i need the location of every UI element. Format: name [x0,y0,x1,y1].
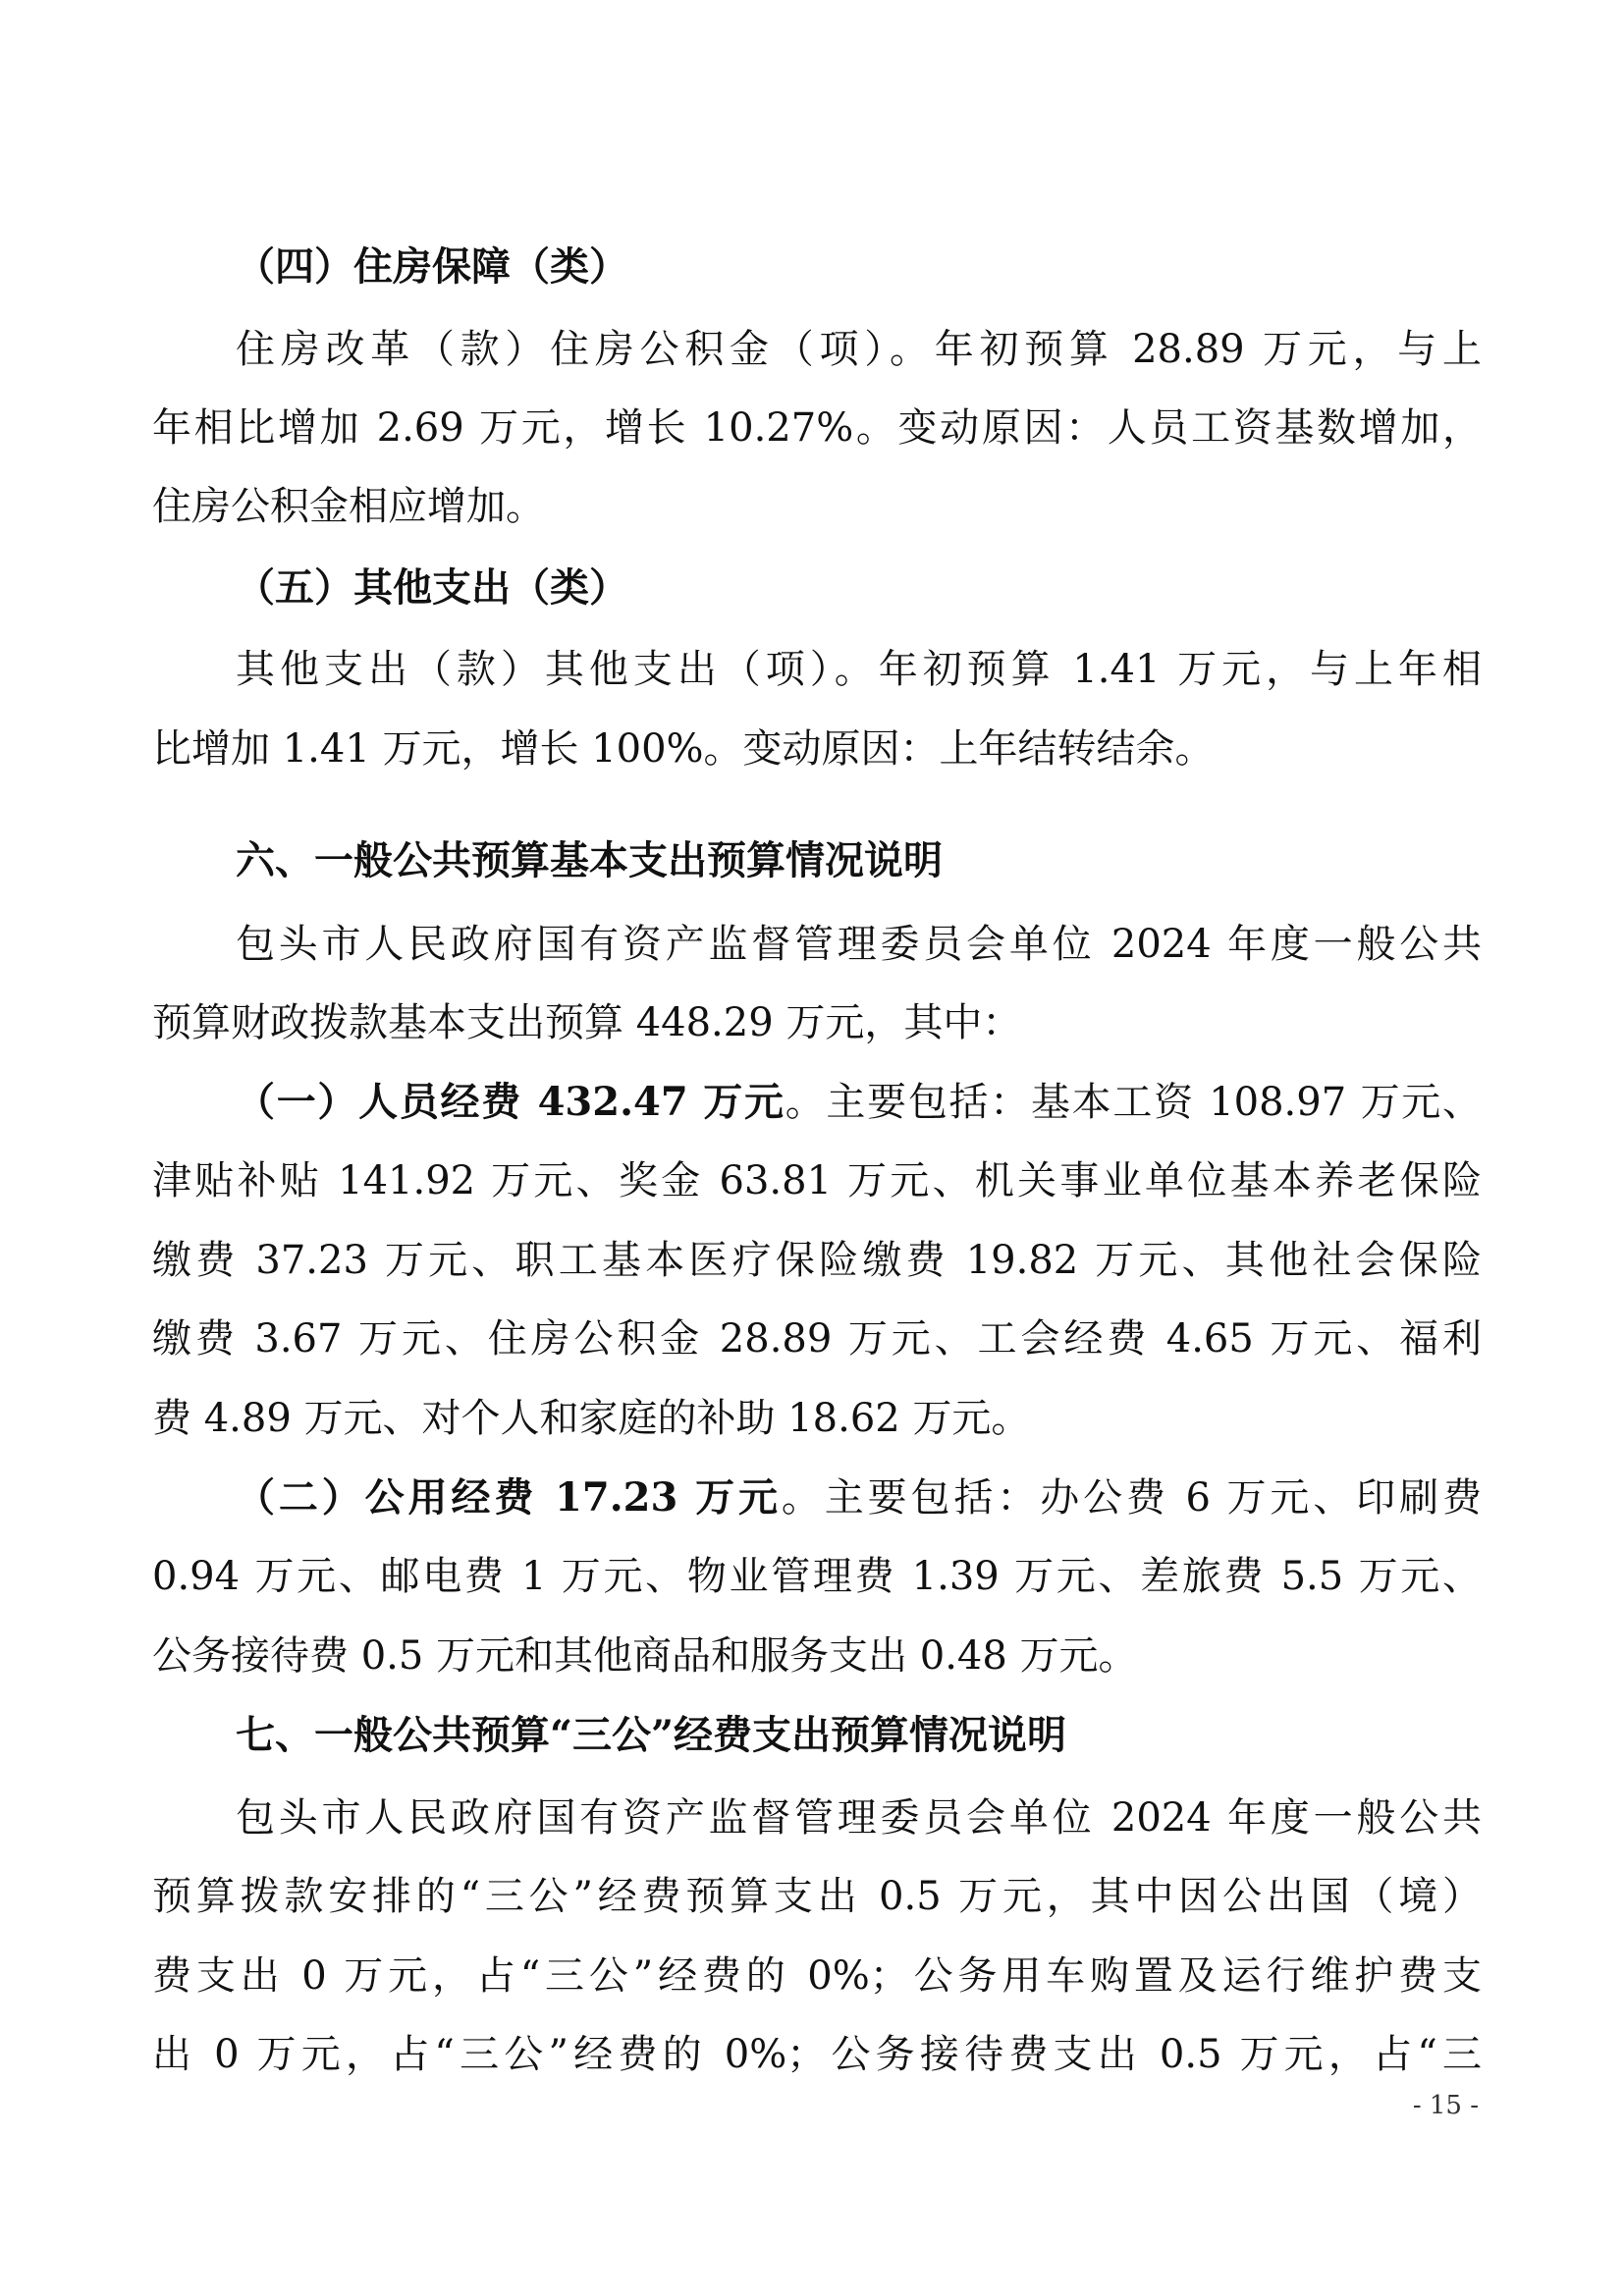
heading-other-expenditure: （五）其他支出（类） [236,564,628,611]
paragraph-public-line-3: 公务接待费 0.5 万元和其他商品和服务支出 0.48 万元。 [152,1633,1138,1679]
public-expense-detail: 。主要包括：办公费 6 万元、印刷费 [781,1475,1482,1521]
paragraph-housing-line-1: 住房改革（款）住房公积金（项）。年初预算 28.89 万元，与上 [236,327,1482,372]
paragraph-three-public-line-2: 预算拨款安排的“三公”经费预算支出 0.5 万元，其中因公出国（境） [152,1874,1482,1919]
paragraph-other-line-2: 比增加 1.41 万元，增长 100%。变动原因：上年结转结余。 [152,726,1215,772]
paragraph-personnel-line-2: 津贴补贴 141.92 万元、奖金 63.81 万元、机关事业单位基本养老保险 [152,1158,1482,1203]
section-heading-basic-expenditure: 六、一般公共预算基本支出预算情况说明 [236,837,943,883]
paragraph-housing-line-2: 年相比增加 2.69 万元，增长 10.27%。变动原因：人员工资基数增加， [152,405,1482,451]
paragraph-personnel-line-3: 缴费 37.23 万元、职工基本医疗保险缴费 19.82 万元、其他社会保险 [152,1238,1482,1283]
section-heading-three-public-expenses: 七、一般公共预算“三公”经费支出预算情况说明 [236,1712,1067,1758]
paragraph-basic-line-2: 预算财政拨款基本支出预算 448.29 万元，其中： [152,1000,1022,1045]
paragraph-personnel-line-1 [236,1077,1482,1128]
paragraph-basic-line-1: 包头市人民政府国有资产监督管理委员会单位 2024 年度一般公共 [236,922,1482,967]
personnel-expense-detail: 。主要包括：基本工资 108.97 万元、 [785,1080,1482,1125]
personnel-expense-label: （一）人员经费 432.47 万元 [236,1079,785,1125]
paragraph-housing-line-3: 住房公积金相应增加。 [152,484,545,529]
paragraph-three-public-line-4: 出 0 万元，占“三公”经费的 0%；公务接待费支出 0.5 万元，占“三 [152,2032,1482,2077]
paragraph-personnel-line-4: 缴费 3.67 万元、住房公积金 28.89 万元、工会经费 4.65 万元、福利 [152,1316,1482,1362]
paragraph-public-line-1 [236,1472,1482,1523]
heading-housing-security: （四）住房保障（类） [236,243,628,290]
paragraph-three-public-line-1: 包头市人民政府国有资产监督管理委员会单位 2024 年度一般公共 [236,1795,1482,1841]
paragraph-three-public-line-3: 费支出 0 万元，占“三公”经费的 0%；公务用车购置及运行维护费支 [152,1953,1482,1999]
public-expense-label: （二）公用经费 17.23 万元 [236,1474,782,1521]
paragraph-other-line-1: 其他支出（款）其他支出（项）。年初预算 1.41 万元，与上年相 [236,647,1482,692]
page-number: - 15 - [1412,2091,1479,2120]
paragraph-personnel-line-5: 费 4.89 万元、对个人和家庭的补助 18.62 万元。 [152,1396,1031,1441]
paragraph-public-line-2: 0.94 万元、邮电费 1 万元、物业管理费 1.39 万元、差旅费 5.5 万元、 [152,1554,1482,1599]
